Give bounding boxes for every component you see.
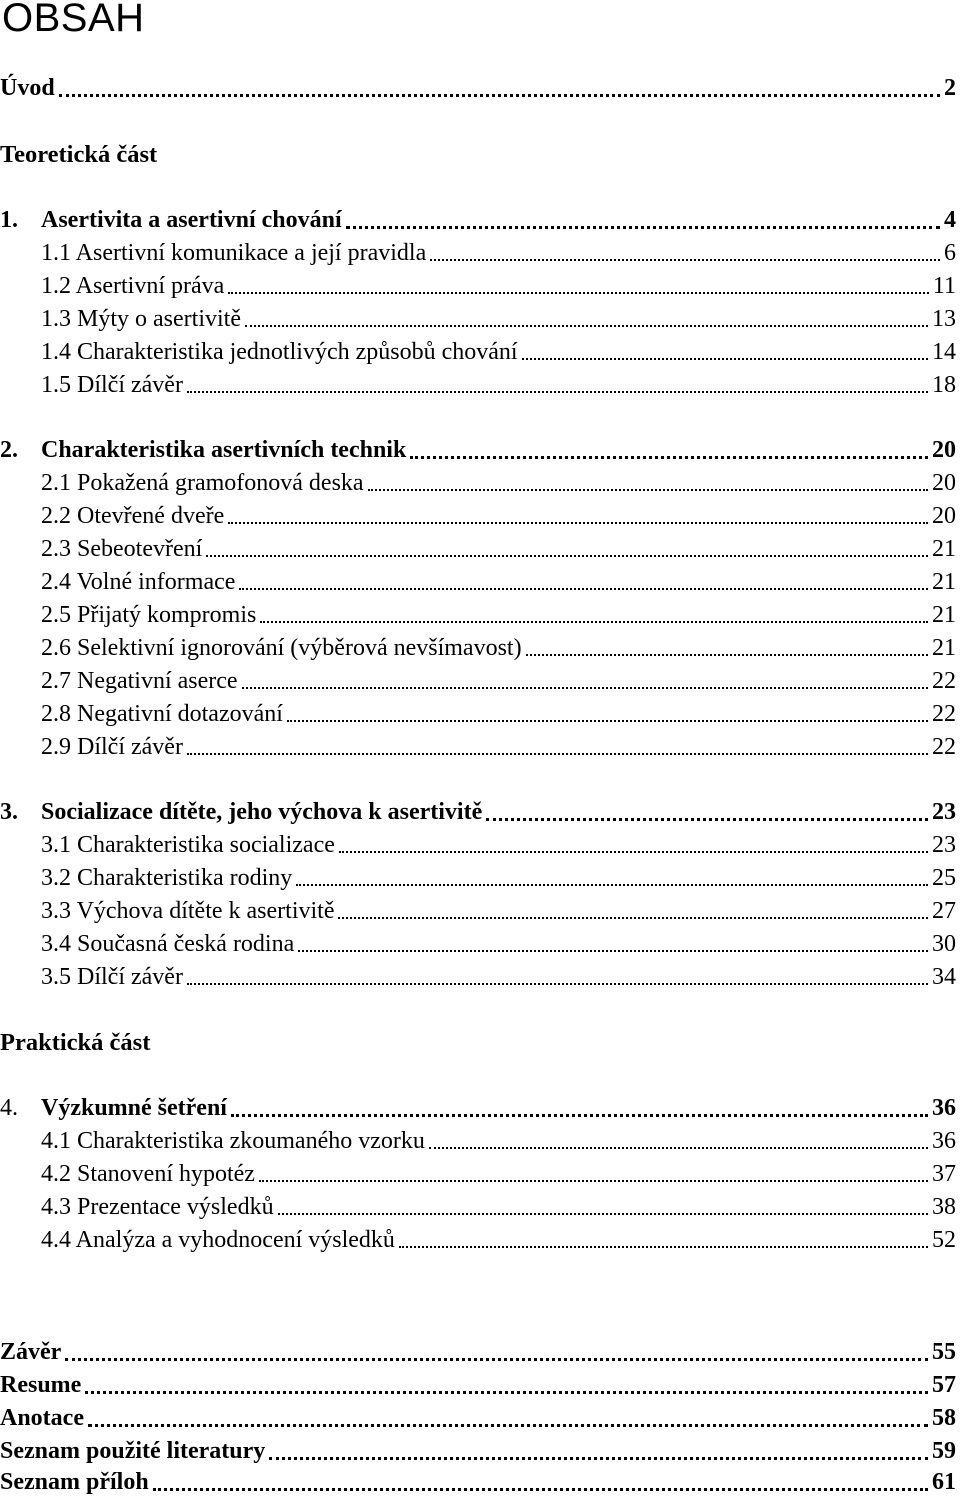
toc-page-number: 23 (932, 799, 956, 825)
dot-leader (522, 336, 928, 369)
toc-entry-3-3[interactable] (41, 895, 956, 928)
dot-leader (346, 204, 940, 237)
toc-label: 4.3 Prezentace výsledků (41, 1194, 274, 1220)
dot-leader (259, 1158, 928, 1191)
toc-label: 2.8 Negativní dotazování (41, 701, 283, 727)
toc-page-number: 52 (932, 1227, 956, 1253)
toc-page-number: 20 (932, 470, 956, 496)
dot-leader (242, 665, 928, 698)
chapter-number: 4. (0, 1095, 18, 1121)
dot-leader (296, 862, 928, 895)
dot-leader (338, 895, 928, 928)
toc-entry-1-5[interactable] (41, 369, 956, 402)
toc-label: 2.6 Selektivní ignorování (výběrová nevšímavost) (41, 635, 522, 661)
toc-entry-resume[interactable] (0, 1369, 956, 1402)
dot-leader (187, 731, 928, 764)
toc-entry-uvod[interactable] (0, 72, 956, 105)
toc-page-number: 2 (944, 75, 956, 101)
toc-label: 4.1 Charakteristika zkoumaného vzorku (41, 1128, 425, 1154)
toc-page-number: 11 (932, 273, 956, 299)
toc-label: 3.4 Současná česká rodina (41, 931, 295, 957)
toc-page-number: 58 (932, 1405, 956, 1431)
toc-entry-4-4[interactable] (41, 1224, 956, 1257)
toc-entry-4-2[interactable] (41, 1158, 956, 1191)
toc-page-number: 37 (932, 1161, 956, 1187)
toc-label: Výzkumné šetření (41, 1095, 227, 1121)
toc-entry-2-6[interactable] (41, 632, 956, 665)
toc-label: 3.2 Charakteristika rodiny (41, 865, 293, 891)
toc-entry-literatura[interactable] (0, 1435, 956, 1468)
dot-leader (228, 500, 928, 533)
toc-entry-3-5[interactable] (41, 961, 956, 994)
toc-label: Socializace dítěte, jeho výchova k asertivitě (41, 799, 483, 825)
toc-entry-2-2[interactable] (41, 500, 956, 533)
toc-label: 2.1 Pokažená gramofonová deska (41, 470, 364, 496)
toc-label: 4.2 Stanovení hypotéz (41, 1161, 255, 1187)
dot-leader (228, 270, 929, 303)
toc-page-number: 20 (932, 437, 956, 463)
toc-page-number: 13 (932, 306, 956, 332)
section-label: Teoretická část (0, 141, 158, 168)
toc-page-number: 61 (932, 1469, 956, 1495)
dot-leader (278, 1191, 928, 1224)
toc-label: 3.3 Výchova dítěte k asertivitě (41, 898, 335, 924)
toc-label: 2.7 Negativní aserce (41, 668, 238, 694)
dot-leader (65, 1336, 928, 1369)
toc-entry-chapter-3[interactable] (0, 796, 956, 829)
toc-label: Seznam příloh (0, 1469, 149, 1495)
toc-label: Seznam použité literatury (0, 1438, 266, 1464)
toc-entry-3-1[interactable] (41, 829, 956, 862)
toc-label: 2.9 Dílčí závěr (41, 734, 183, 760)
toc-page-number: 18 (932, 372, 956, 398)
section-heading-teoreticka (0, 138, 956, 171)
toc-entry-1-3[interactable] (41, 303, 956, 336)
dot-leader (260, 599, 928, 632)
toc-entry-1-4[interactable] (41, 336, 956, 369)
toc-label: 3.1 Charakteristika socializace (41, 832, 335, 858)
toc-entry-4-1[interactable] (41, 1125, 956, 1158)
toc-page-number: 36 (932, 1095, 956, 1121)
dot-leader (410, 434, 928, 467)
toc-label: 3.5 Dílčí závěr (41, 964, 183, 990)
toc-page-number: 22 (932, 668, 956, 694)
toc-entry-chapter-2[interactable] (0, 434, 956, 467)
chapter-number: 2. (0, 437, 18, 463)
toc-entry-2-1[interactable] (41, 467, 956, 500)
toc-page-number: 25 (932, 865, 956, 891)
dot-leader (206, 533, 928, 566)
dot-leader (187, 369, 928, 402)
dot-leader (430, 237, 940, 270)
toc-page-number: 20 (932, 503, 956, 529)
toc-label: 1.2 Asertivní práva (41, 273, 225, 299)
dot-leader (88, 1402, 928, 1435)
toc-entry-zaver[interactable] (0, 1336, 956, 1369)
toc-entry-2-5[interactable] (41, 599, 956, 632)
toc-label: 1.3 Mýty o asertivitě (41, 306, 241, 332)
toc-entry-2-4[interactable] (41, 566, 956, 599)
toc-label: 2.5 Přijatý kompromis (41, 602, 257, 628)
toc-label: 4.4 Analýza a vyhodnocení výsledků (41, 1227, 395, 1253)
toc-entry-2-7[interactable] (41, 665, 956, 698)
toc-entry-1-2[interactable] (41, 270, 956, 303)
dot-leader (486, 796, 928, 829)
toc-label: 1.1 Asertivní komunikace a její pravidla (41, 240, 427, 266)
dot-leader (245, 303, 928, 336)
toc-page-number: 21 (932, 635, 956, 661)
dot-leader (339, 829, 928, 862)
toc-entry-anotace[interactable] (0, 1402, 956, 1435)
toc-label: Anotace (0, 1405, 84, 1431)
section-label: Praktická část (0, 1029, 151, 1056)
dot-leader (269, 1435, 928, 1468)
toc-heading: OBSAH (2, 0, 145, 40)
dot-leader (368, 467, 928, 500)
toc-page-number: 6 (944, 240, 956, 266)
toc-entry-2-9[interactable] (41, 731, 956, 764)
toc-page-number: 38 (932, 1194, 956, 1220)
toc-page-number: 55 (932, 1339, 956, 1365)
toc-page-number: 23 (932, 832, 956, 858)
toc-label: 1.4 Charakteristika jednotlivých způsobů chování (41, 339, 518, 365)
toc-page-number: 4 (944, 207, 956, 233)
toc-entry-2-8[interactable] (41, 698, 956, 731)
toc-page-number: 22 (932, 734, 956, 760)
toc-entry-1-1[interactable] (41, 237, 956, 270)
toc-page-number: 59 (932, 1438, 956, 1464)
toc-label: 2.2 Otevřené dveře (41, 503, 225, 529)
dot-leader (231, 1092, 928, 1125)
toc-entry-3-2[interactable] (41, 862, 956, 895)
dot-leader (429, 1125, 928, 1158)
toc-label: 2.4 Volné informace (41, 569, 236, 595)
toc-entry-chapter-4[interactable] (0, 1092, 956, 1125)
toc-page-number: 14 (932, 339, 956, 365)
toc-page-number: 22 (932, 701, 956, 727)
toc-page-number: 21 (932, 569, 956, 595)
toc-entry-chapter-1[interactable] (0, 204, 956, 237)
toc-entry-4-3[interactable] (41, 1191, 956, 1224)
dot-leader (399, 1224, 928, 1257)
toc-page-number: 57 (932, 1372, 956, 1398)
dot-leader (153, 1466, 928, 1499)
chapter-number: 3. (0, 799, 18, 825)
toc-page-number: 34 (932, 964, 956, 990)
toc-entry-3-4[interactable] (41, 928, 956, 961)
dot-leader (187, 961, 928, 994)
section-heading-prakticka (0, 1026, 956, 1059)
dot-leader (239, 566, 928, 599)
dot-leader (298, 928, 928, 961)
chapter-number: 1. (0, 207, 18, 233)
toc-label: 1.5 Dílčí závěr (41, 372, 183, 398)
toc-page-number: 36 (932, 1128, 956, 1154)
toc-label: Úvod (0, 75, 55, 101)
dot-leader (59, 72, 940, 105)
toc-label: Resume (0, 1372, 82, 1398)
dot-leader (85, 1369, 928, 1402)
dot-leader (526, 632, 928, 665)
toc-label: Asertivita a asertivní chování (41, 207, 342, 233)
toc-page-number: 21 (932, 602, 956, 628)
toc-entry-2-3[interactable] (41, 533, 956, 566)
dot-leader (287, 698, 928, 731)
toc-label: Závěr (0, 1339, 62, 1365)
toc-page-number: 21 (932, 536, 956, 562)
toc-label: Charakteristika asertivních technik (41, 437, 407, 463)
toc-page-number: 27 (932, 898, 956, 924)
toc-page-number: 30 (932, 931, 956, 957)
toc-entry-prilohy[interactable] (0, 1466, 956, 1499)
toc-label: 2.3 Sebeotevření (41, 536, 203, 562)
